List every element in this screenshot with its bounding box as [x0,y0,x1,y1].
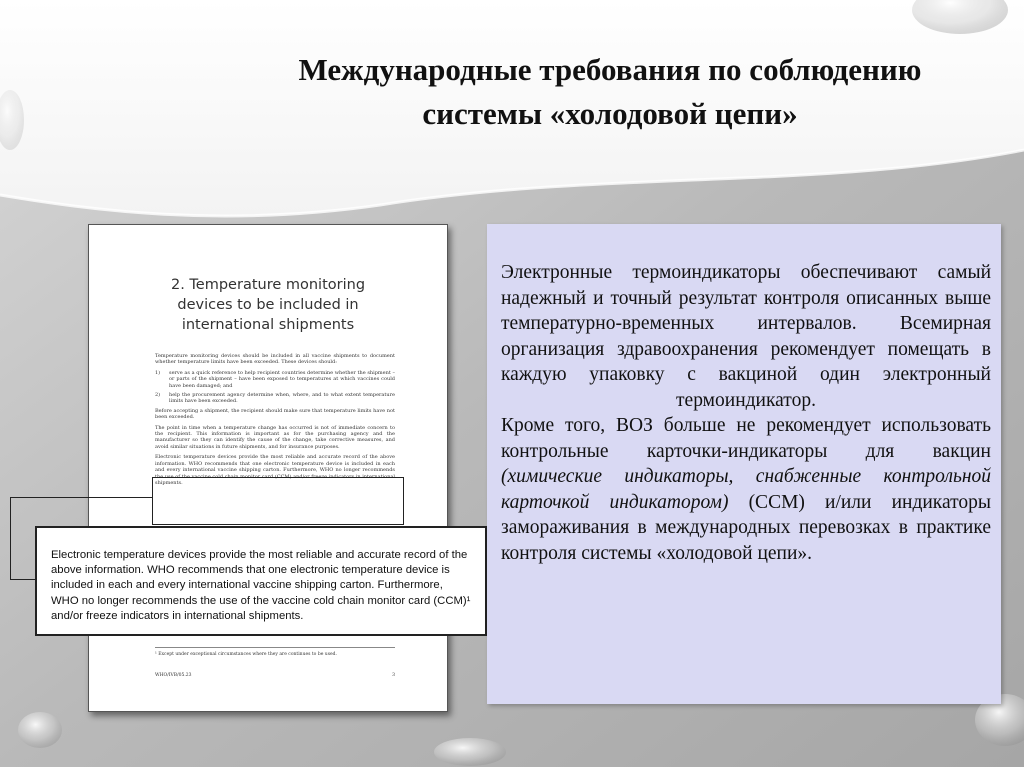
document-heading-line-1: 2. Temperature monitoring [170,277,366,293]
info-paragraph-2 [501,413,991,566]
document-list-item-1 [155,370,395,389]
document-page-number: 3 [392,673,395,678]
slide-title-line-2: системы «холодовой цепи» [422,96,798,131]
document-paragraph-4: Electronic temperature devices provide the most reliable and accurate record of the above information. WHO recommends that one electronic temperature device is included in each and every international vaccine shipping carton. Furthermore, WHO no longer recommends the use of the vaccine cold chain monitor card (CCM) and/or freeze indicators in international shipments. [155,454,395,486]
info-paragraph-2-end: (ССМ) и/или индикаторы замораживания в международных перевозках в практике контроля системы «холодовой цепи». [501,491,991,564]
document-paragraph-2: Before accepting a shipment, the recipient should make sure that temperature limits have not been exceeded. [155,407,395,421]
info-paragraph-1-last-line: термоиндикатор. [676,389,816,411]
list-item-text: help the procurement agency determine when, where, and to what extent temperature limits have been exceeded. [169,392,395,405]
document-paragraph-3: The point in time when a temperature change has occurred is not of immediate concern to the recipient. This information is important as for the purchasing agency and the manufacturer so they can identify the cause of the change, take corrective measures, and avoid similar situations in future shipments, and for insurance purposes. [155,424,395,450]
document-list-item-2 [155,392,395,405]
document-page-image [88,224,448,712]
connector-line-vertical [10,497,11,579]
document-heading-line-3: international shipments [181,317,355,333]
callout-text: Electronic temperature devices provide the most reliable and accurate record of the above information. WHO recommends that one electronic temperature device is included in each and every international vaccine shipping carton. Furthermore, WHO no longer recommends the use of the vaccine cold chain monitor card (CCM)¹ and/or freeze indicators in international shipments. [51,549,471,622]
connector-line-top [10,497,152,498]
slide-title [180,48,1024,136]
connector-line-bottom [10,579,35,580]
document-body [155,353,395,490]
info-panel [487,224,1001,704]
info-paragraph-2-start: Кроме того, ВОЗ больше не рекомендует использовать контрольные карточки-индикаторы для вакцин [501,415,991,462]
info-paragraph-2-italic: (химические индикаторы, снабженные контрольной карточкой индикатором) [501,466,991,513]
list-item-number: 1) [155,369,161,376]
callout-box [35,526,487,636]
info-paragraph-1: Электронные термоиндикаторы обеспечивают самый надежный и точный результат контроля описанных выше температурно-временных интервалов. Всемирная организация здравоохранения рекомендует помещать в каждую упаковку с вакциной один электронный [501,262,991,385]
document-footer [155,673,395,678]
document-footer-id: WHO/IVB/05.23 [155,673,192,678]
document-intro: Temperature monitoring devices should be included in all vaccine shipments to document whether temperature limits have been exceeded. These devices should: [155,353,395,366]
slide-title-line-1: Международные требования по соблюдению [298,52,922,87]
document-heading [89,275,447,335]
document-heading-line-2: devices to be included in [177,297,359,313]
highlight-frame [152,477,404,525]
document-footnote: ¹ Except under exceptional circumstances where they are continues to be used. [155,647,395,658]
list-item-text: serve as a quick reference to help recipient countries determine whether the shipment – or parts of the shipment – have been exposed to temperatures at which vaccines could have been damaged; and [169,369,395,389]
list-item-number: 2) [155,392,161,399]
